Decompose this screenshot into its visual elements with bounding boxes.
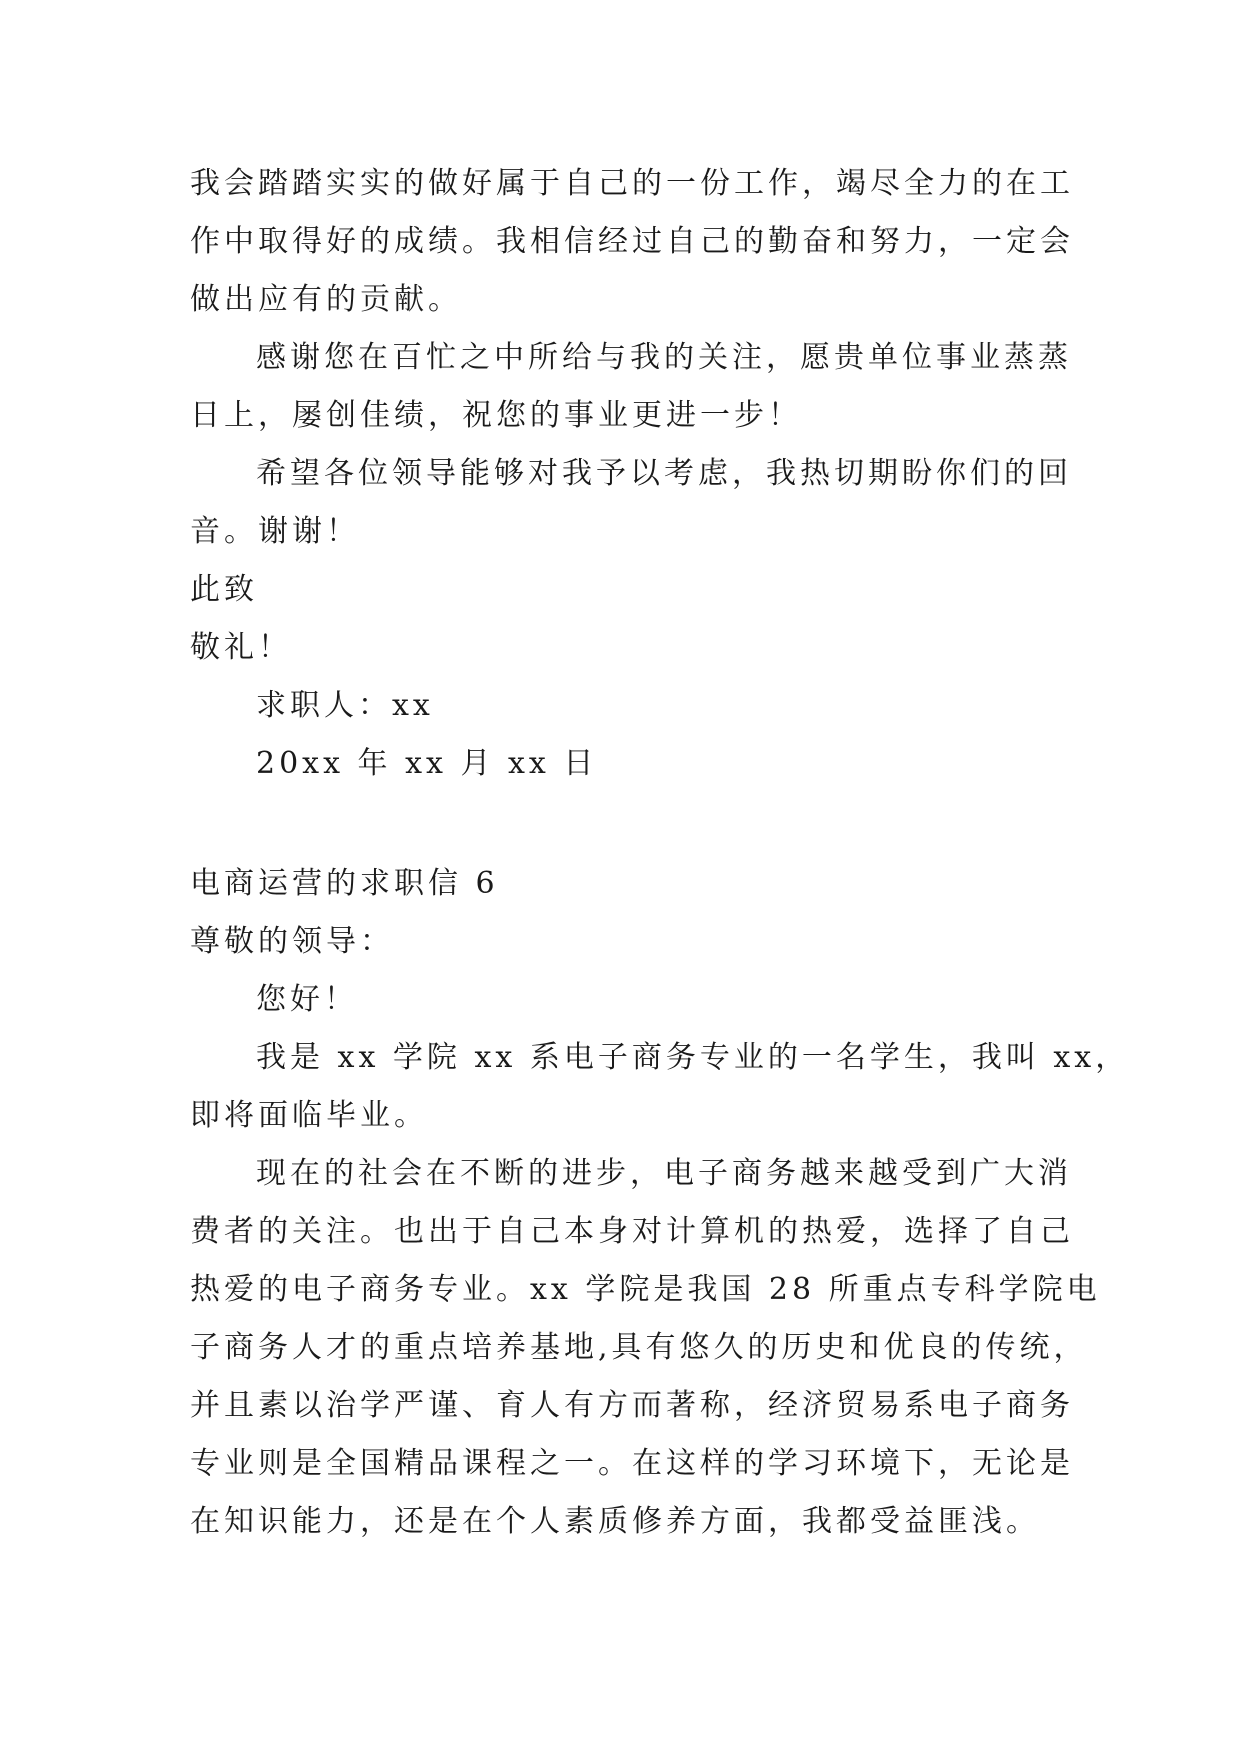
section-title: 电商运营的求职信 6 bbox=[190, 866, 499, 901]
paragraph-line: 我会踏踏实实的做好属于自己的一份工作，竭尽全力的在工 bbox=[190, 166, 1074, 201]
paragraph-line: 在知识能力，还是在个人素质修养方面，我都受益匪浅。 bbox=[190, 1504, 1040, 1539]
paragraph-line: 热爱的电子商务专业。xx 学院是我国 28 所重点专科学院电 bbox=[190, 1272, 1101, 1307]
paragraph-line: 专业则是全国精品课程之一。在这样的学习环境下，无论是 bbox=[190, 1446, 1074, 1481]
paragraph-line: 子商务人才的重点培养基地,具有悠久的历史和优良的传统， bbox=[190, 1330, 1088, 1365]
paragraph-line: 希望各位领导能够对我予以考虑，我热切期盼你们的回 bbox=[256, 456, 1072, 491]
closing-salutation: 此致 bbox=[190, 572, 258, 607]
paragraph-line: 我是 xx 学院 xx 系电子商务专业的一名学生，我叫 xx， bbox=[256, 1040, 1130, 1075]
paragraph-line: 现在的社会在不断的进步，电子商务越来越受到广大消 bbox=[256, 1156, 1072, 1191]
paragraph-line: 做出应有的贡献。 bbox=[190, 282, 462, 317]
paragraph-line: 作中取得好的成绩。我相信经过自己的勤奋和努力，一定会 bbox=[190, 224, 1074, 259]
paragraph-line: 感谢您在百忙之中所给与我的关注，愿贵单位事业蒸蒸 bbox=[256, 340, 1072, 375]
paragraph-line: 并且素以治学严谨、育人有方而著称，经济贸易系电子商务 bbox=[190, 1388, 1074, 1423]
paragraph-line: 音。谢谢！ bbox=[190, 514, 360, 549]
signature-applicant: 求职人：xx bbox=[256, 688, 434, 723]
paragraph-line: 即将面临毕业。 bbox=[190, 1098, 428, 1133]
closing-regards: 敬礼！ bbox=[190, 630, 292, 665]
signature-date: 20xx 年 xx 月 xx 日 bbox=[256, 746, 598, 781]
letter-salutation: 尊敬的领导： bbox=[190, 924, 394, 959]
paragraph-line: 日上，屡创佳绩，祝您的事业更进一步！ bbox=[190, 398, 802, 433]
paragraph-line: 费者的关注。也出于自己本身对计算机的热爱，选择了自己 bbox=[190, 1214, 1074, 1249]
letter-greeting: 您好！ bbox=[256, 982, 358, 1017]
